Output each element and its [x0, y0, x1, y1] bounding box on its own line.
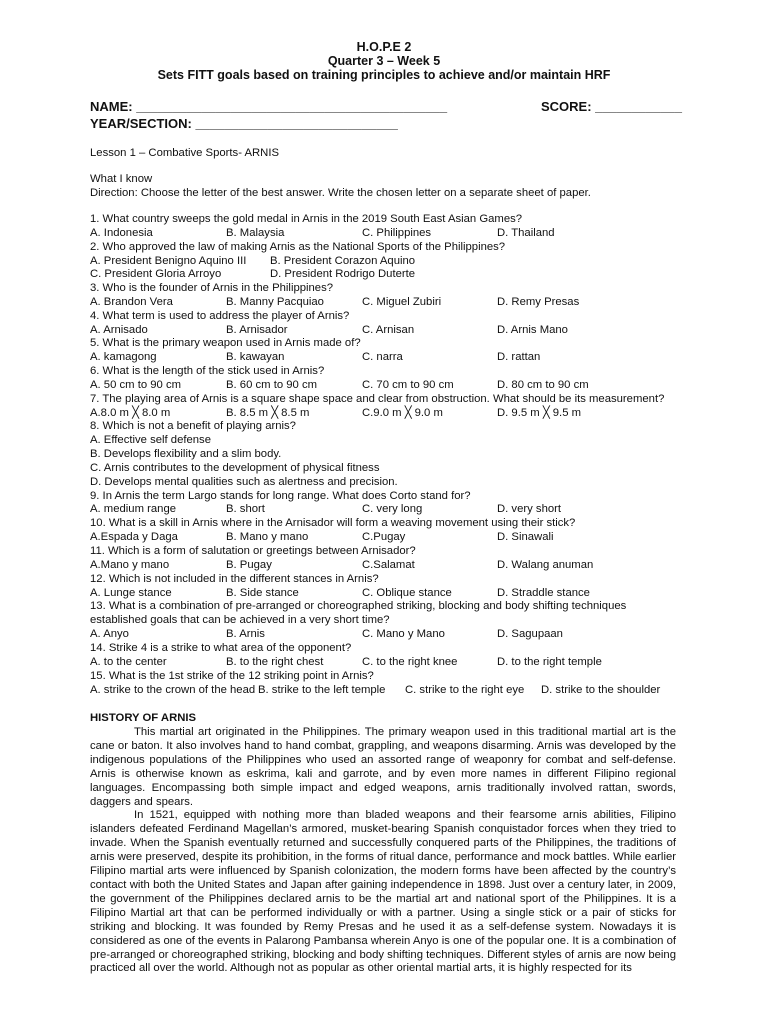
choice-3d: D. Remy Presas	[497, 296, 580, 308]
choice-1a: A. Indonesia	[90, 227, 153, 239]
choice-2b: B. President Corazon Aquino	[270, 255, 416, 267]
choice-2d: D. President Rodrigo Duterte	[270, 268, 416, 280]
choice-11b: B. Pugay	[226, 559, 272, 571]
question-15: 15. What is the 1st strike of the 12 striking point in Arnis?	[90, 670, 374, 682]
question-5: 5. What is the primary weapon used in Arnis made of?	[90, 337, 361, 349]
history-paragraph-2: In 1521, equipped with nothing more than bladed weapons and their fearsome arnis abilities, Filipino islanders defeated Ferdinand Magellan’s armored, musket-bearing Spanish conquistador forces when they tried to invade. When the Spanish eventually returned and successfully conquered parts of the Philippines, the traditions of arnis were preserved, despite its prohibition, in the forms of ritual dance, performance and mock battles. While earlier Filipino martial arts were influenced by Spanish colonization, the modern forms have been affected by the country’s contact with both the United States and Japan after gaining independence in 1898. Just over a century later, in 2009, the government of the Philippines declared arnis to be the martial art and national sport of the Philippines. It is a Filipino Martial art that can be performed individually or with a partner. Using a single stick or a pair of sticks for striking and blocking. It was founded by Remy Presas and he used it as a self-defense system. Nowadays it is considered as one of the events in Palarong Pambansa wherein Anyo is one of the popular one. It is a combination of pre-arranged or choreographed striking, blocking and body shifting techniques. Different styles of arnis are now being practiced all over the world. Although not as popular as other oriental martial arts, it is highly respected for its	[90, 809, 676, 975]
choice-3a: A. Brandon Vera	[90, 296, 173, 308]
question-14: 14. Strike 4 is a strike to what area of the opponent?	[90, 642, 352, 654]
choice-10d: D. Sinawali	[497, 531, 554, 543]
choice-15c: C. strike to the right eye	[405, 684, 525, 696]
choice-5d: D. rattan	[497, 351, 541, 363]
choice-8a: A. Effective self defense	[90, 434, 211, 446]
choice-7b: B. 8.5 m ╳ 8.5 m	[226, 407, 310, 419]
choice-6c: C. 70 cm to 90 cm	[362, 379, 454, 391]
choice-3b: B. Manny Pacquiao	[226, 296, 324, 308]
choice-12d: D. Straddle stance	[497, 587, 590, 599]
history-paragraph-1: This martial art originated in the Philippines. The primary weapon used in this traditional martial art is the cane or baton. It also involves hand to hand combat, grappling, and weapons disarming. Arnis was developed by the indigenous populations of the Philippines who used an assorted range of weaponry for combat and self-defense. Arnis is otherwise known as eskrima, kali and garrote, and by even more names in different Filipino regional languages. Encompassing both simple impact and edged weapons, arnis traditionally involved rattan, swords, daggers and spears.	[90, 726, 676, 808]
choice-15a: A. strike to the crown of the head	[90, 684, 256, 696]
choice-13a: A. Anyo	[90, 628, 129, 640]
choice-11c: C.Salamat	[362, 559, 415, 571]
worksheet-header	[0, 40, 768, 82]
choice-13c: C. Mano y Mano	[362, 628, 445, 640]
question-7: 7. The playing area of Arnis is a square shape space and clear from obstruction. What should be its measurement?	[90, 393, 665, 405]
choice-4c: C. Arnisan	[362, 324, 415, 336]
lesson-title: Lesson 1 – Combative Sports- ARNIS	[90, 147, 279, 159]
choice-10a: A.Espada y Daga	[90, 531, 178, 543]
choice-9a: A. medium range	[90, 503, 177, 515]
choice-12a: A. Lunge stance	[90, 587, 172, 599]
quarter-week: Quarter 3 – Week 5	[327, 54, 441, 68]
question-8: 8. Which is not a benefit of playing arnis?	[90, 420, 296, 432]
choice-14b: B. to the right chest	[226, 656, 324, 668]
competency-title: Sets FITT goals based on training principles to achieve and/or maintain HRF	[157, 68, 611, 82]
choice-3c: C. Miguel Zubiri	[362, 296, 442, 308]
choice-1d: D. Thailand	[497, 227, 555, 239]
question-4: 4. What term is used to address the player of Arnis?	[90, 310, 350, 322]
choice-7c: C.9.0 m ╳ 9.0 m	[362, 407, 443, 419]
choice-5a: A. kamagong	[90, 351, 157, 363]
choice-15d: D. strike to the shoulder	[541, 684, 661, 696]
choice-14d: D. to the right temple	[497, 656, 602, 668]
choice-9b: B. short	[226, 503, 265, 515]
choice-6b: B. 60 cm to 90 cm	[226, 379, 318, 391]
question-13-cont: established goals that can be achieved in a very short time?	[90, 614, 390, 626]
choice-13d: D. Sagupaan	[497, 628, 563, 640]
choice-4b: B. Arnisador	[226, 324, 288, 336]
choice-2c: C. President Gloria Arroyo	[90, 268, 222, 280]
choice-10b: B. Mano y mano	[226, 531, 309, 543]
choice-11d: D. Walang anuman	[497, 559, 594, 571]
question-9: 9. In Arnis the term Largo stands for long range. What does Corto stand for?	[90, 490, 471, 502]
history-text	[90, 726, 676, 976]
choice-12b: B. Side stance	[226, 587, 299, 599]
question-2: 2. Who approved the law of making Arnis as the National Sports of the Philippines?	[90, 241, 506, 253]
choice-5c: C. narra	[362, 351, 403, 363]
choice-6a: A. 50 cm to 90 cm	[90, 379, 182, 391]
choice-9c: C. very long	[362, 503, 423, 515]
choice-1b: B. Malaysia	[226, 227, 285, 239]
direction-text: Direction: Choose the letter of the best answer. Write the chosen letter on a separate sheet of paper.	[90, 187, 591, 199]
choice-5b: B. kawayan	[226, 351, 285, 363]
choice-14a: A. to the center	[90, 656, 167, 668]
choice-12c: C. Oblique stance	[362, 587, 452, 599]
history-heading: HISTORY OF ARNIS	[90, 712, 197, 724]
choice-1c: C. Philippines	[362, 227, 432, 239]
score-field: SCORE: ____________	[541, 99, 682, 114]
choice-7a: A.8.0 m ╳ 8.0 m	[90, 407, 171, 419]
question-3: 3. Who is the founder of Arnis in the Philippines?	[90, 282, 334, 294]
choice-11a: A.Mano y mano	[90, 559, 170, 571]
choice-15b: B. strike to the left temple	[258, 684, 386, 696]
choice-6d: D. 80 cm to 90 cm	[497, 379, 589, 391]
question-10: 10. What is a skill in Arnis where in the Arnisador will form a weaving movement using their stick?	[90, 517, 576, 529]
name-field: NAME: ___________________________________________	[90, 99, 448, 114]
choice-8d: D. Develops mental qualities such as alertness and precision.	[90, 476, 398, 488]
choice-2a: A. President Benigno Aquino III	[90, 255, 247, 267]
choice-4d: D. Arnis Mano	[497, 324, 568, 336]
question-6: 6. What is the length of the stick used in Arnis?	[90, 365, 325, 377]
question-11: 11. Which is a form of salutation or greetings between Arnisador?	[90, 545, 416, 557]
subject-title: H.O.P.E 2	[356, 40, 412, 54]
choice-13b: B. Arnis	[226, 628, 265, 640]
what-i-know-heading: What I know	[90, 173, 153, 185]
choice-4a: A. Arnisado	[90, 324, 148, 336]
year-section-field: YEAR/SECTION: ____________________________	[90, 116, 398, 131]
choice-14c: C. to the right knee	[362, 656, 458, 668]
choice-7d: D. 9.5 m ╳ 9.5 m	[497, 407, 582, 419]
choice-8c: C. Arnis contributes to the development of physical fitness	[90, 462, 380, 474]
question-12: 12. Which is not included in the different stances in Arnis?	[90, 573, 379, 585]
choice-10c: C.Pugay	[362, 531, 406, 543]
question-1: 1. What country sweeps the gold medal in Arnis in the 2019 South East Asian Games?	[90, 213, 523, 225]
choice-9d: D. very short	[497, 503, 562, 515]
question-13: 13. What is a combination of pre-arranged or choreographed striking, blocking and body shifting techniques	[90, 600, 627, 612]
choice-8b: B. Develops flexibility and a slim body.	[90, 448, 282, 460]
